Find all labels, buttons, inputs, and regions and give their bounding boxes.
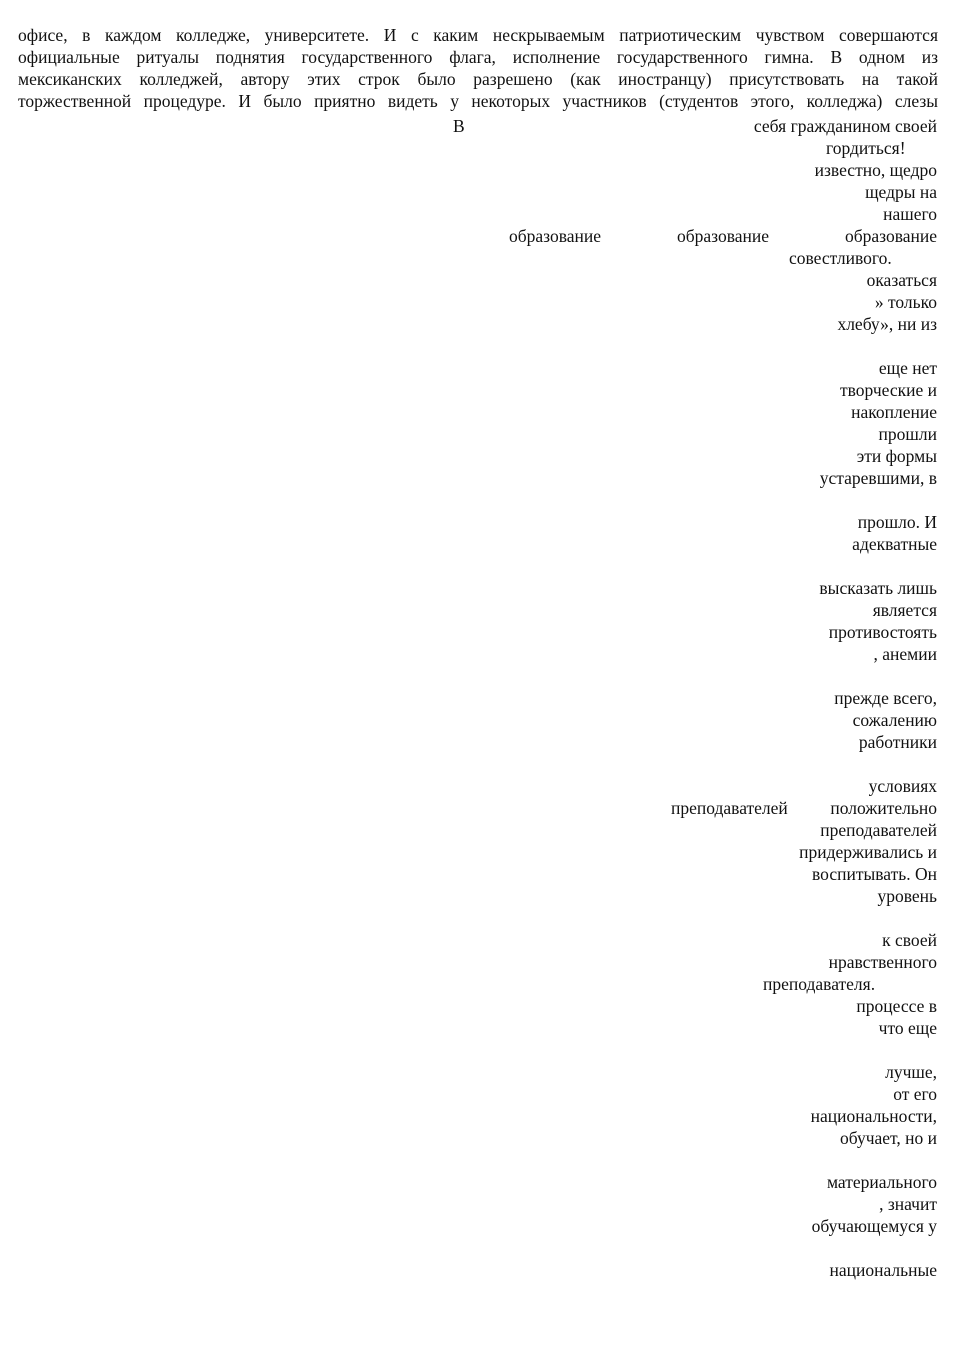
- fragment-regret: сожалению: [852, 710, 937, 730]
- paragraph-line-4: торжественной процедуре. И было приятно видеть у некоторых участников (студентов этого, колледжа) слезы: [18, 91, 938, 111]
- fragment-national: национальные: [829, 1260, 937, 1280]
- fragment-adhered: придерживались и: [799, 842, 937, 862]
- fragment-to-his: к своей: [882, 930, 937, 950]
- fragment-nationality: национальности,: [810, 1106, 937, 1126]
- fragment-v: В: [453, 116, 465, 136]
- fragment-bread: хлебу», ни из: [837, 314, 937, 334]
- fragment-citizen: себя гражданином своей: [753, 116, 937, 136]
- fragment-proud: гордиться!: [826, 138, 906, 158]
- paragraph-line-1: офисе, в каждом колледже, университете. И с каким нескрываемым патриотическим чувством совершаются: [18, 25, 938, 45]
- fragment-means: , значит: [879, 1194, 937, 1214]
- fragment-better: лучше,: [885, 1062, 937, 1082]
- fragment-process: процессе в: [856, 996, 937, 1016]
- fragment-only: » только: [874, 292, 937, 312]
- paragraph-line-3: мексиканских колледжей, автору этих строк было разрешено (как иностранцу) присутствовать на такой: [18, 69, 938, 89]
- fragment-past: прошло. И: [857, 512, 937, 532]
- fragment-express: высказать лишь: [819, 578, 937, 598]
- fragment-teaches: обучает, но и: [839, 1128, 937, 1148]
- fragment-conscientious: совестливого.: [789, 248, 892, 268]
- fragment-resist: противостоять: [828, 622, 937, 642]
- fragment-known: известно, щедро: [814, 160, 937, 180]
- fragment-teachers-1: преподавателей: [671, 798, 788, 818]
- fragment-our: нашего: [883, 204, 937, 224]
- fragment-educate: воспитывать. Он: [812, 864, 937, 884]
- fragment-teachers-row: [671, 797, 937, 819]
- fragment-education-1: образование: [509, 226, 602, 246]
- fragment-not-yet: еще нет: [878, 358, 937, 378]
- fragment-adequate: адекватные: [852, 534, 937, 554]
- fragment-creative: творческие и: [839, 380, 937, 400]
- fragment-turn-out: оказаться: [866, 270, 937, 290]
- fragment-education-row: [509, 225, 937, 247]
- fragment-what-else: что еще: [878, 1018, 937, 1038]
- fragment-passed: прошли: [878, 424, 937, 444]
- fragment-from-his: от его: [893, 1084, 937, 1104]
- fragment-teacher: преподавателя.: [763, 974, 876, 994]
- fragment-education-3: образование: [844, 226, 937, 246]
- fragment-is: является: [872, 600, 937, 620]
- fragment-teachers-2: преподавателей: [820, 820, 937, 840]
- fragment-accumulation: накопление: [851, 402, 937, 422]
- fragment-positively: положительно: [830, 798, 937, 818]
- fragment-anemia: , анемии: [873, 644, 937, 664]
- fragment-level: уровень: [877, 886, 937, 906]
- fragment-generous: щедры на: [865, 182, 937, 202]
- fragment-moral: нравственного: [828, 952, 937, 972]
- fragment-these-forms: эти формы: [856, 446, 937, 466]
- paragraph-line-2: официальные ритуалы поднятия государственного флага, исполнение государственного гимна. В одном из: [18, 47, 938, 67]
- top-paragraph: [18, 24, 938, 112]
- fragment-workers: работники: [858, 732, 937, 752]
- fragment-outdated: устаревшими, в: [819, 468, 937, 488]
- fragment-conditions: условиях: [868, 776, 937, 796]
- fragment-first-of-all: прежде всего,: [834, 688, 937, 708]
- fragment-education-2: образование: [676, 226, 770, 246]
- fragment-material: материального: [826, 1172, 937, 1192]
- fragment-learner: обучающемуся у: [811, 1216, 937, 1236]
